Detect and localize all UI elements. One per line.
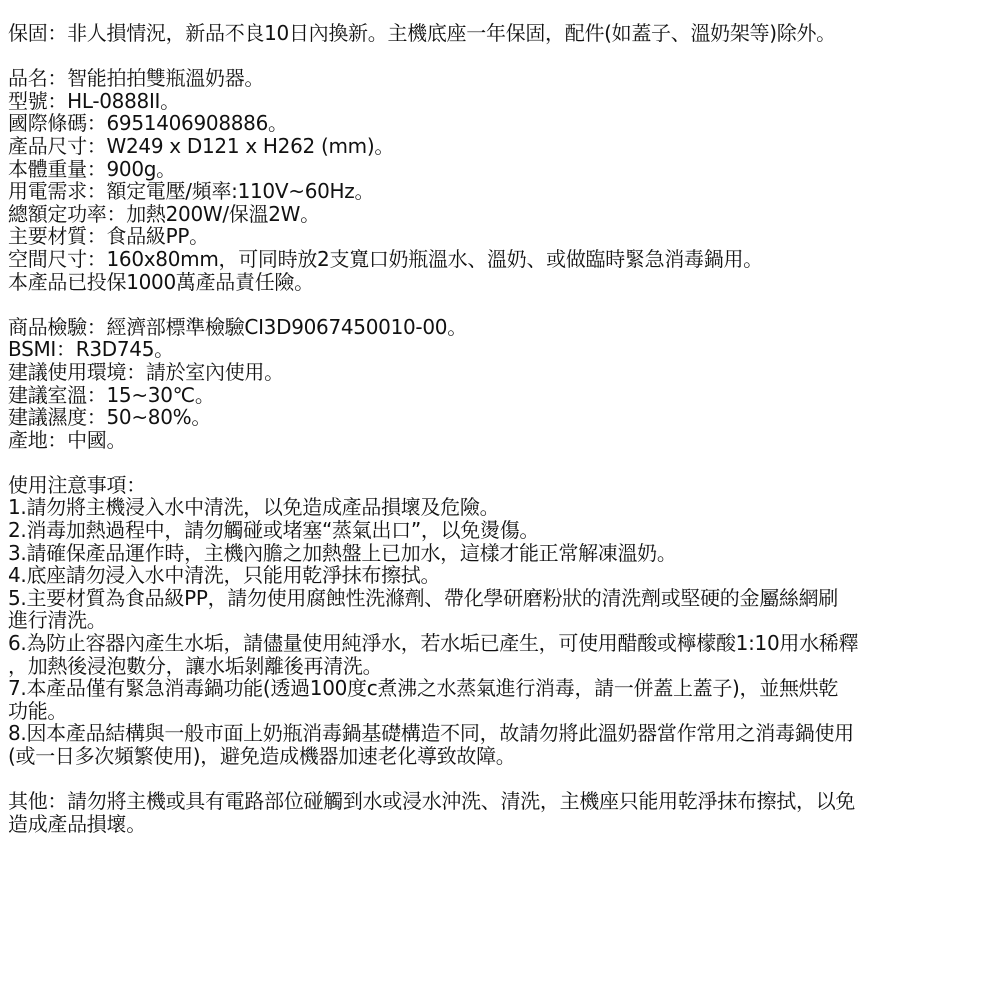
inspection-humidity: 建議濕度：50~80%。 — [8, 405, 212, 430]
spacer — [8, 768, 993, 791]
usage-note: 3.請確保產品運作時，主機內膽之加熱盤上已加水，這樣才能正常解凍溫奶。 — [8, 540, 677, 565]
warranty-text: 保固：非人損情況，新品不良10日內換新。主機底座一年保固，配件(如蓋子、溫奶架等)除外。 — [8, 21, 836, 45]
spec-space-size: 空間尺寸：160x80mm，可同時放2支寬口奶瓶溫水、溫奶、或做臨時緊急消毒鍋用。 — [8, 246, 763, 271]
other-note-continued: 造成產品損壞。 — [8, 811, 146, 836]
spec-model: 型號：HL-0888II。 — [8, 88, 180, 113]
inspection-room-temperature: 建議室溫：15~30℃。 — [8, 382, 215, 407]
inspection-origin: 產地：中國。 — [8, 427, 127, 452]
usage-note-continued: ，加熱後浸泡數分，讓水垢剝離後再清洗。 — [8, 653, 383, 678]
spacer — [8, 293, 993, 316]
usage-note: 1.請勿將主機浸入水中清洗，以免造成產品損壞及危險。 — [8, 495, 500, 520]
warranty-section — [8, 22, 993, 45]
spec-barcode: 國際條碼：6951406908886。 — [8, 111, 288, 136]
usage-note-continued: 進行清洗。 — [8, 608, 107, 633]
product-info-document — [8, 22, 993, 835]
specs-section — [8, 67, 993, 293]
spacer — [8, 451, 993, 474]
spec-dimensions: 產品尺寸：W249 x D121 x H262 (mm)。 — [8, 133, 395, 158]
usage-note: 5.主要材質為食品級PP，請勿使用腐蝕性洗滌劑、帶化學研磨粉狀的清洗劑或堅硬的金屬絲網刷 — [8, 585, 839, 610]
spec-insurance: 本產品已投保1000萬產品責任險。 — [8, 269, 314, 294]
inspection-bsmi: BSMI：R3D745。 — [8, 337, 174, 362]
other-section — [8, 790, 993, 835]
inspection-section — [8, 316, 993, 452]
usage-note: 8.因本產品結構與一般市面上奶瓶消毒鍋基礎構造不同，故請勿將此溫奶器當作常用之消毒鍋使用 — [8, 721, 854, 746]
inspection-environment: 建議使用環境：請於室內使用。 — [8, 359, 284, 384]
usage-note-continued: (或一日多次頻繁使用)，避免造成機器加速老化導致故障。 — [8, 744, 516, 768]
usage-note: 4.底座請勿浸入水中清洗，只能用乾淨抹布擦拭。 — [8, 563, 441, 588]
usage-notes-heading: 使用注意事項： — [8, 472, 146, 497]
usage-note: 7.本產品僅有緊急消毒鍋功能(透過100度c煮沸之水蒸氣進行消毒，請一併蓋上蓋子)，並無烘乾 — [8, 676, 839, 701]
spec-material: 主要材質：食品級PP。 — [8, 224, 209, 249]
spec-power-requirement: 用電需求：額定電壓/頻率:110V~60Hz。 — [8, 179, 375, 204]
spec-rated-power: 總額定功率：加熱200W/保溫2W。 — [8, 201, 320, 226]
inspection-standard: 商品檢驗：經濟部標準檢驗CI3D9067450010-00。 — [8, 314, 467, 339]
spacer — [8, 45, 993, 68]
other-note: 其他：請勿將主機或具有電路部位碰觸到水或浸水沖洗、清洗，主機座只能用乾淨抹布擦拭，以免 — [8, 789, 856, 814]
usage-notes-section — [8, 474, 993, 768]
spec-weight: 本體重量：900g。 — [8, 156, 176, 181]
usage-note-continued: 功能。 — [8, 698, 68, 723]
spec-product-name: 品名：智能拍拍雙瓶溫奶器。 — [8, 66, 265, 91]
usage-note: 2.消毒加熱過程中，請勿觸碰或堵塞“蒸氣出口”，以免燙傷。 — [8, 518, 540, 543]
usage-note: 6.為防止容器內產生水垢，請儘量使用純淨水，若水垢已產生，可使用醋酸或檸檬酸1:10用水稀釋 — [8, 631, 859, 656]
